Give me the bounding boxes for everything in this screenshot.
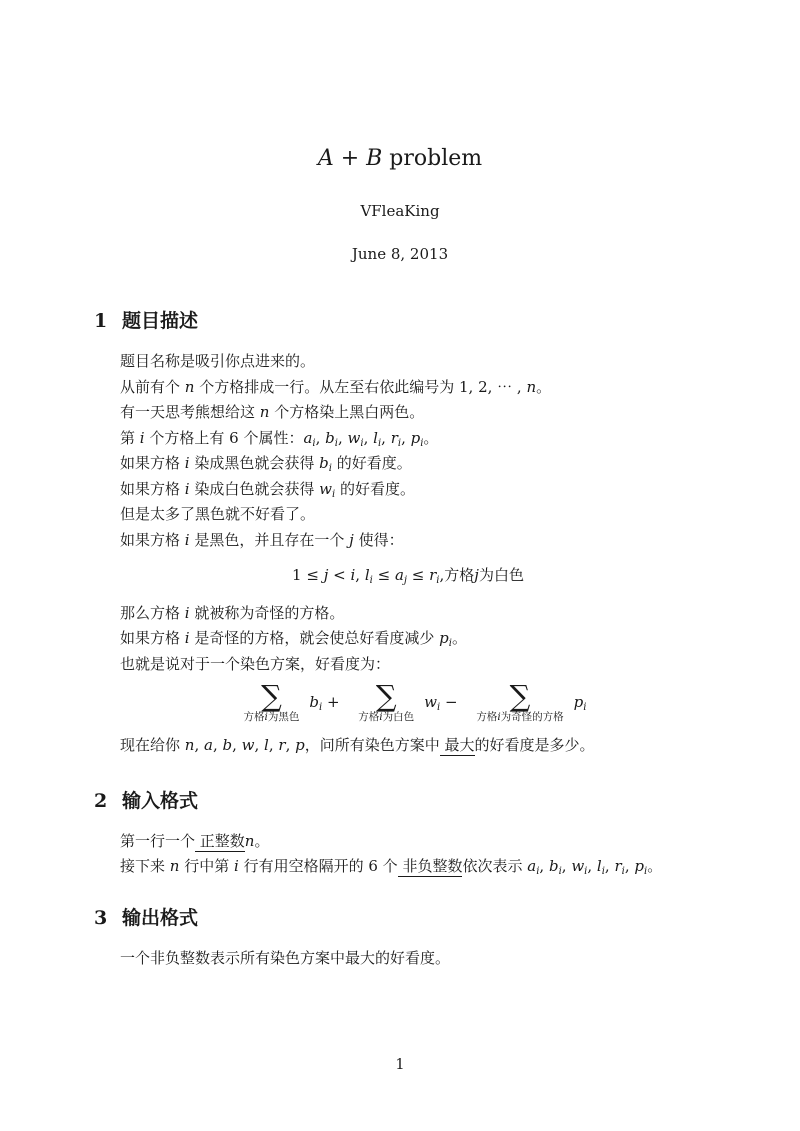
text-segment: $b_i$ — [325, 428, 338, 449]
text-segment: 。 — [254, 831, 270, 850]
text-segment: $l_i$ — [373, 428, 382, 449]
text-line — [94, 626, 722, 652]
document-title — [0, 146, 800, 172]
text-segment: j — [323, 566, 329, 584]
text-segment: $r_i$ — [390, 428, 402, 449]
text-segment: , — [232, 736, 242, 754]
section-problem-description — [94, 309, 722, 759]
text-segment: 。 — [451, 629, 467, 647]
text-segment: 如果方格 — [120, 530, 185, 549]
text-segment: 。 — [536, 377, 552, 396]
text-segment: $w_i$ — [424, 693, 441, 713]
text-segment: 方格 — [243, 711, 265, 723]
text-segment: 6 — [368, 857, 378, 875]
text-segment: i — [379, 711, 383, 723]
text-segment: 6 — [229, 428, 239, 447]
document-author: VFleaKing — [360, 202, 440, 220]
text-segment: $w_i$ — [571, 857, 588, 877]
text-segment: 如果方格 — [120, 454, 185, 472]
text-segment: , — [401, 428, 411, 447]
sigma-symbol: ∑ — [261, 679, 282, 713]
text-line — [94, 652, 722, 678]
text-segment: $l_i$ — [364, 566, 373, 586]
text-segment: i — [264, 711, 268, 723]
text-segment: l — [264, 736, 269, 754]
section-title: 输入格式 — [122, 789, 199, 812]
display-formula-summation — [94, 679, 722, 723]
text-segment: 染成黑色就会获得 — [189, 454, 320, 472]
text-segment: 如果方格 — [120, 629, 185, 647]
text-segment: 个属性： — [238, 428, 304, 447]
text-segment: 但是太多了黑色就不好看了。 — [120, 505, 316, 523]
text-segment: 从前有个 — [120, 377, 185, 396]
text-segment: i — [184, 629, 190, 647]
sigma-symbol: ∑ — [509, 679, 531, 713]
text-line — [94, 528, 722, 554]
text-segment: $b_i$ — [548, 857, 562, 877]
text-segment: 就被称为奇怪的方格。 — [189, 603, 345, 622]
text-segment: 行有用空格隔开的 — [238, 857, 369, 875]
section-input-format — [94, 789, 722, 880]
section-title: 输出格式 — [122, 906, 199, 929]
text-line — [94, 400, 722, 426]
display-formula-condition — [94, 563, 722, 589]
summation-term — [476, 679, 564, 723]
text-segment: , — [561, 857, 572, 875]
section-heading-2 — [94, 789, 722, 813]
text-segment: 方格 — [358, 711, 380, 723]
text-segment: 是黑色，并且存在一个 — [189, 530, 350, 549]
text-segment: ≤ — [372, 566, 395, 584]
text-segment: , — [381, 428, 391, 447]
text-segment: a — [204, 736, 213, 754]
text-segment: 一个非负整数表示所有染色方案中最大的好看度。 — [120, 948, 451, 967]
text-segment: i — [497, 711, 501, 723]
section-number: 2 — [94, 789, 108, 812]
text-line — [94, 502, 722, 528]
text-segment: 1 ≤ — [292, 566, 324, 584]
text-segment: 的好看度是多少。 — [474, 736, 595, 754]
text-segment: n — [184, 736, 195, 754]
text-segment: 的好看度。 — [335, 479, 415, 498]
text-segment: $a_i$ — [527, 857, 540, 877]
text-segment: A — [317, 146, 334, 171]
page-footer — [0, 1057, 800, 1073]
summation-term — [358, 679, 415, 723]
text-segment: $r_i$ — [429, 566, 440, 586]
text-segment: , — [539, 857, 549, 875]
text-segment: , — [194, 736, 204, 754]
text-segment: 有一天思考熊想给这 — [120, 403, 260, 421]
text-line — [94, 375, 722, 401]
text-segment: 个方格染上黑白两色。 — [269, 403, 425, 421]
text-segment: j — [349, 530, 354, 549]
text-segment: i — [184, 603, 190, 622]
text-segment: n — [184, 377, 195, 396]
text-segment: 那么方格 — [120, 603, 185, 622]
section-number: 1 — [94, 310, 108, 332]
text-segment: 个方格上有 — [144, 428, 230, 447]
text-segment: $w_i$ — [319, 479, 336, 500]
text-segment: , — [315, 428, 326, 447]
text-line — [94, 829, 722, 855]
text-segment: $p_i$ — [439, 629, 452, 649]
text-segment: , — [212, 736, 223, 754]
summation-limit — [476, 711, 563, 723]
section-output-format — [94, 906, 722, 972]
text-segment: $w_i$ — [347, 428, 364, 449]
text-segment: , — [285, 736, 296, 754]
summation-limit — [358, 711, 414, 723]
text-segment: $l_i$ — [596, 857, 605, 877]
text-line — [94, 946, 722, 972]
text-segment: 。 — [647, 857, 663, 875]
text-segment: b — [222, 736, 233, 754]
text-segment: 接下来 — [120, 857, 170, 875]
text-segment: $p_i$ — [634, 857, 648, 877]
text-segment: 也就是说对于一个染色方案，好看度为： — [120, 654, 391, 673]
section-title: 题目描述 — [122, 310, 199, 332]
text-line — [94, 426, 722, 452]
text-segment: p — [295, 736, 305, 754]
text-line — [94, 451, 722, 477]
text-segment: $p_i$ — [573, 693, 587, 713]
text-segment: 方格 — [444, 566, 475, 584]
text-segment: 使得： — [353, 530, 404, 549]
text-segment: n — [526, 377, 537, 396]
text-segment: , — [254, 736, 265, 754]
text-segment: $a_j$ — [394, 566, 407, 586]
text-segment: problem — [382, 146, 483, 171]
text-segment: , — [587, 857, 597, 875]
text-segment: w — [241, 736, 255, 754]
text-segment: i — [139, 428, 145, 447]
text-segment: 行中第 — [179, 857, 234, 875]
text-segment: B — [366, 146, 383, 171]
section-heading-1 — [94, 309, 722, 333]
text-segment: i — [184, 454, 190, 472]
text-segment: $b_i$ — [319, 454, 332, 474]
text-segment: − — [440, 693, 463, 711]
text-segment: < — [328, 566, 351, 584]
text-segment: , — [439, 566, 445, 584]
text-line — [94, 601, 722, 627]
text-segment: 现在给你 — [120, 736, 185, 754]
text-segment: 为白色 — [382, 711, 415, 723]
text-segment: 个方格排成一行。从左至右依此编号为 — [194, 377, 459, 396]
document-date: June 8, 2013 — [351, 245, 449, 263]
text-segment: i — [350, 566, 356, 584]
text-segment: , — [363, 428, 374, 447]
page-number: 1 — [395, 1057, 405, 1073]
section-heading-3 — [94, 906, 722, 930]
text-segment: i — [184, 530, 190, 549]
text-segment: ，问所有染色方案中 — [304, 736, 440, 754]
text-segment: 为奇怪的方格 — [500, 711, 564, 723]
summation-term — [243, 679, 300, 723]
text-segment: ≤ — [407, 566, 430, 584]
text-segment: + — [333, 146, 367, 171]
sigma-symbol: ∑ — [375, 679, 397, 713]
text-segment: r — [278, 736, 286, 754]
text-segment: n — [259, 403, 270, 421]
text-segment: 正整数 — [195, 831, 245, 850]
text-line — [94, 854, 722, 880]
text-segment: 为白色 — [478, 566, 524, 584]
text-segment: 方格 — [476, 711, 498, 723]
text-segment: 依次表示 — [462, 857, 528, 875]
text-segment: 非负整数 — [397, 857, 463, 875]
text-segment: 1, 2, ⋯ , — [459, 377, 527, 396]
document-header — [0, 0, 800, 263]
section-number: 3 — [94, 906, 108, 929]
text-segment: 染成白色就会获得 — [189, 479, 320, 498]
text-segment: 如果方格 — [120, 479, 185, 498]
text-segment: 。 — [423, 428, 439, 447]
text-segment: , — [337, 428, 348, 447]
text-segment: 是奇怪的方格，就会使总好看度减少 — [189, 629, 440, 647]
text-segment: , — [624, 857, 635, 875]
text-segment: 个 — [377, 857, 398, 875]
text-segment: $p_i$ — [410, 428, 424, 449]
text-segment: n — [169, 857, 180, 875]
summation-limit — [244, 711, 300, 723]
text-segment: i — [184, 479, 190, 498]
text-segment: $r_i$ — [614, 857, 625, 877]
text-segment: 第 — [120, 428, 140, 447]
text-segment: 为黑色 — [267, 711, 300, 723]
text-segment: + — [322, 693, 345, 711]
text-segment: n — [244, 831, 255, 850]
text-segment: j — [474, 566, 479, 584]
text-segment: i — [234, 857, 239, 875]
text-segment: 的好看度。 — [331, 454, 412, 472]
text-segment: $a_i$ — [303, 428, 316, 449]
text-segment: $b_i$ — [309, 693, 323, 713]
document-body — [0, 309, 800, 971]
text-segment: 第一行一个 — [120, 831, 196, 850]
text-segment: 题目名称是吸引你点进来的。 — [120, 352, 316, 370]
text-segment: , — [268, 736, 279, 754]
text-line — [94, 349, 722, 375]
text-segment: , — [355, 566, 365, 584]
text-segment: 最大 — [439, 736, 475, 754]
text-line — [94, 477, 722, 503]
text-segment: , — [604, 857, 615, 875]
text-line — [94, 733, 722, 759]
